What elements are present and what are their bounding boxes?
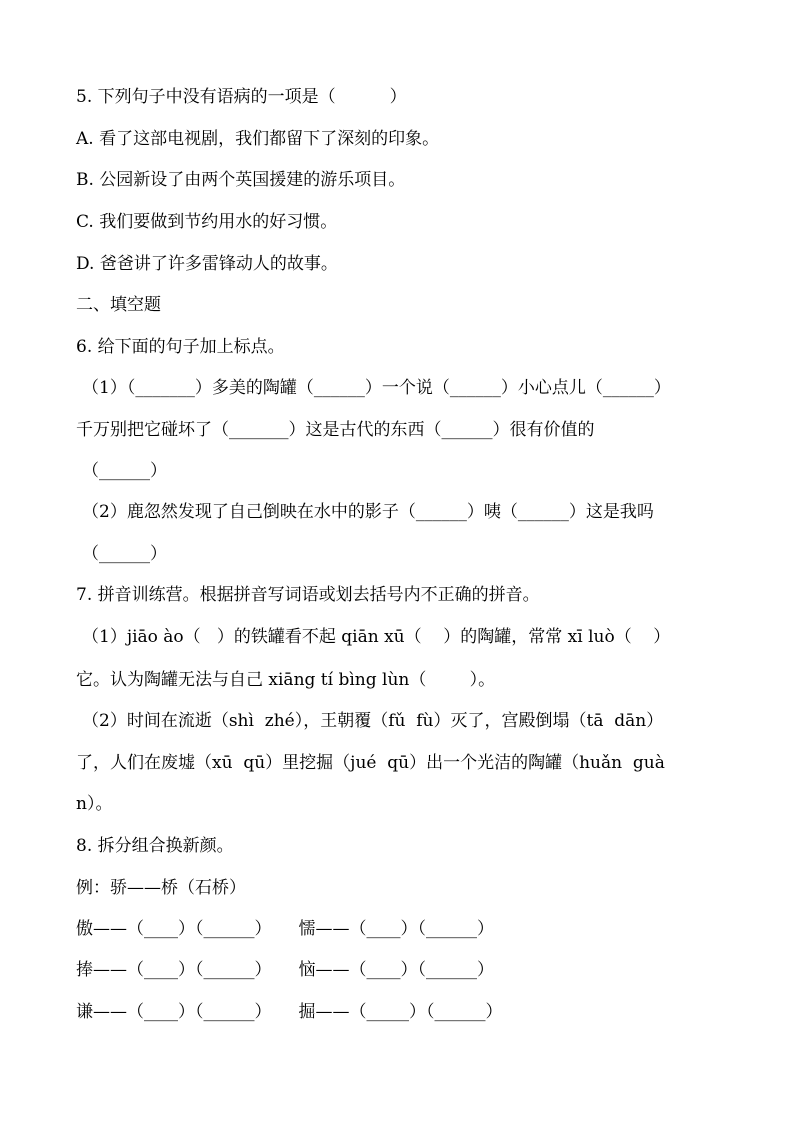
question-6-part-1-line-3: （______） bbox=[82, 461, 167, 481]
question-6-part-2-line-1: （2）鹿忽然发现了自己倒映在水中的影子（______）咦（______）这是我吗 bbox=[82, 502, 654, 522]
question-8-stem: 8. 拆分组合换新颜。 bbox=[76, 836, 234, 856]
section-heading-fill-blank: 二、填空题 bbox=[76, 295, 161, 315]
question-8-row-3: 谦——（____）（______） 掘——（_____）（______） bbox=[76, 1002, 503, 1022]
question-8-example: 例：骄——桥（石桥） bbox=[76, 878, 246, 898]
question-6-part-1-line-1: （1）（_______）多美的陶罐（______）一个说（______）小心点儿（______） bbox=[82, 378, 671, 398]
option-c: C. 我们要做到节约用水的好习惯。 bbox=[76, 212, 338, 232]
option-d: D. 爸爸讲了许多雷锋动人的故事。 bbox=[76, 254, 338, 274]
question-5-stem: 5. 下列句子中没有语病的一项是（ ） bbox=[76, 87, 407, 107]
question-6-stem: 6. 给下面的句子加上标点。 bbox=[76, 337, 285, 357]
question-8-row-1: 傲——（____）（______） 懦——（____）（______） bbox=[76, 919, 495, 939]
question-8-row-2: 捧——（____）（______） 恼——（____）（______） bbox=[76, 960, 495, 980]
option-b: B. 公园新设了由两个英国援建的游乐项目。 bbox=[76, 170, 406, 190]
question-7-part-2-line-2: 了，人们在废墟（xū qū）里挖掘（jué qū）出一个光洁的陶罐（huǎn guà bbox=[76, 753, 665, 773]
question-7-stem: 7. 拼音训练营。根据拼音写词语或划去括号内不正确的拼音。 bbox=[76, 585, 540, 605]
question-6-part-1-line-2: 千万别把它碰坏了（_______）这是古代的东西（______）很有价值的 bbox=[76, 420, 595, 440]
question-7-part-1-line-1: （1）jiāo ào（ ）的铁罐看不起 qiān xū（ ）的陶罐，常常 xī luò（ ） bbox=[82, 627, 671, 647]
option-a: A. 看了这部电视剧，我们都留下了深刻的印象。 bbox=[76, 129, 440, 149]
question-7-part-2-line-1: （2）时间在流逝（shì zhé），王朝覆（fǔ fù）灭了，宫殿倒塌（tā dān） bbox=[82, 711, 664, 731]
question-6-part-2-line-2: （______） bbox=[82, 544, 167, 564]
question-7-part-2-line-3: n）。 bbox=[76, 794, 113, 814]
question-7-part-1-line-2: 它。认为陶罐无法与自己 xiāng tí bìng lùn（ ）。 bbox=[76, 670, 496, 690]
